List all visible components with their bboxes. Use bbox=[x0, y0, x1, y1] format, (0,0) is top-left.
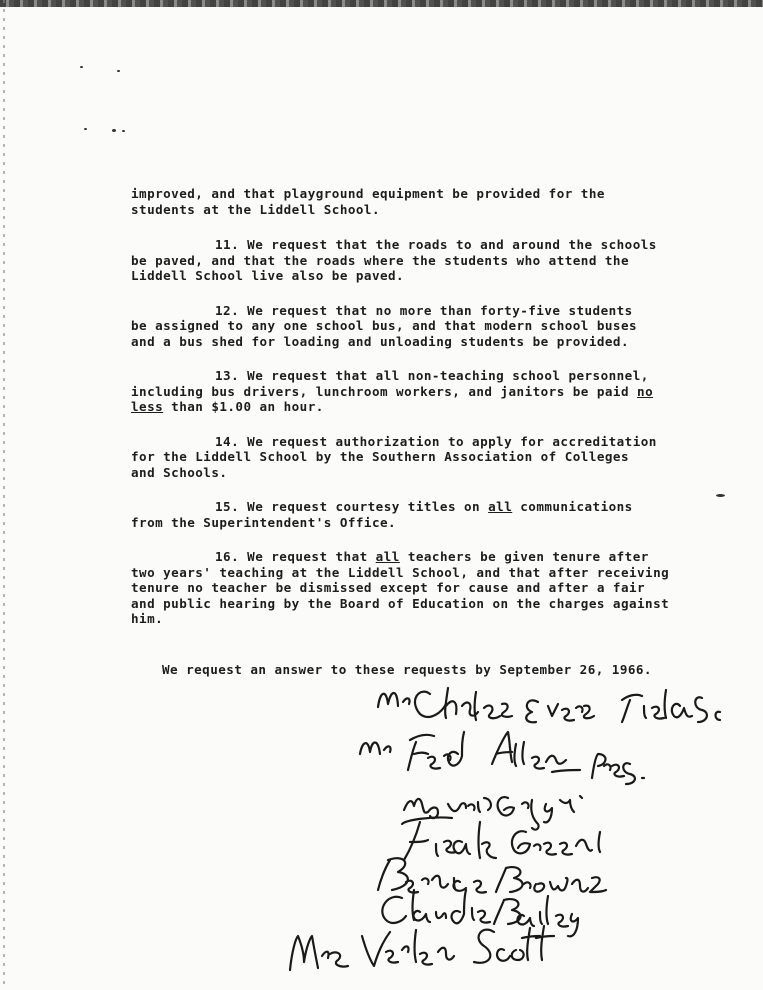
scan-speck bbox=[80, 66, 83, 68]
scan-top-edge bbox=[0, 0, 763, 7]
signature-line bbox=[402, 817, 600, 860]
scan-left-edge bbox=[3, 0, 5, 990]
signature-line bbox=[290, 926, 554, 970]
request-text: We request that no more than forty-five students be assigned to any one school bus, and that modern school buses and a bus shed for loading and unloading students be provided. bbox=[131, 302, 638, 349]
underlined-word: all bbox=[488, 499, 513, 514]
scan-speck bbox=[112, 129, 116, 132]
request-number: 12. bbox=[215, 302, 240, 318]
handwritten-signatures bbox=[270, 682, 755, 982]
request-number: 13. bbox=[215, 368, 240, 383]
request-11 bbox=[131, 237, 703, 284]
signature-block bbox=[270, 682, 755, 982]
scan-speck bbox=[117, 70, 120, 72]
request-16 bbox=[131, 549, 703, 627]
request-15 bbox=[131, 499, 703, 530]
request-text: We request that bbox=[247, 549, 376, 564]
request-number: 11. bbox=[215, 237, 240, 252]
request-text: We request that all non-teaching school personnel, including bus drivers, lunchroom workers, and janitors be paid bbox=[131, 368, 649, 399]
closing-request: We request an answer to these requests by September 26, 1966. bbox=[162, 662, 652, 677]
request-12 bbox=[131, 303, 703, 350]
request-text: communications from the Superintendent's Office. bbox=[131, 499, 633, 530]
signature-line bbox=[382, 890, 578, 936]
paragraph-text: improved, and that playground equipment be provided for the students at the Liddell School. bbox=[131, 186, 605, 217]
scan-speck bbox=[716, 494, 725, 497]
request-14 bbox=[131, 434, 703, 481]
request-text: teachers be given tenure after two years' teaching at the Liddell School, and that after receiving tenure no teacher be dismissed except for cause and after a fair and public hearing by the Board of Education on the charges against him. bbox=[131, 549, 670, 626]
request-list bbox=[131, 186, 703, 646]
request-13 bbox=[131, 368, 703, 415]
signature-line bbox=[378, 858, 606, 892]
request-text: than $1.00 an hour. bbox=[163, 399, 324, 414]
paragraph-continued bbox=[131, 186, 703, 217]
underlined-word: less bbox=[131, 399, 164, 414]
request-text: We request that the roads to and around the schools be paved, and that the roads where the students who attend the Liddell School live also be paved. bbox=[131, 237, 657, 283]
request-text: We request courtesy titles on bbox=[247, 499, 489, 514]
request-text: We request authorization to apply for accreditation for the Liddell School by the Southern Association of Colleges and Schools. bbox=[131, 433, 657, 480]
signature-line bbox=[378, 688, 720, 722]
scan-speck bbox=[122, 130, 125, 132]
scan-speck bbox=[84, 128, 87, 130]
signature-line bbox=[404, 796, 582, 830]
underlined-word: all bbox=[375, 549, 400, 564]
signature-line bbox=[360, 732, 644, 784]
request-number: 14. bbox=[215, 433, 240, 449]
underlined-word: no bbox=[637, 383, 654, 399]
request-number: 16. bbox=[215, 549, 240, 564]
request-number: 15. bbox=[215, 499, 240, 514]
